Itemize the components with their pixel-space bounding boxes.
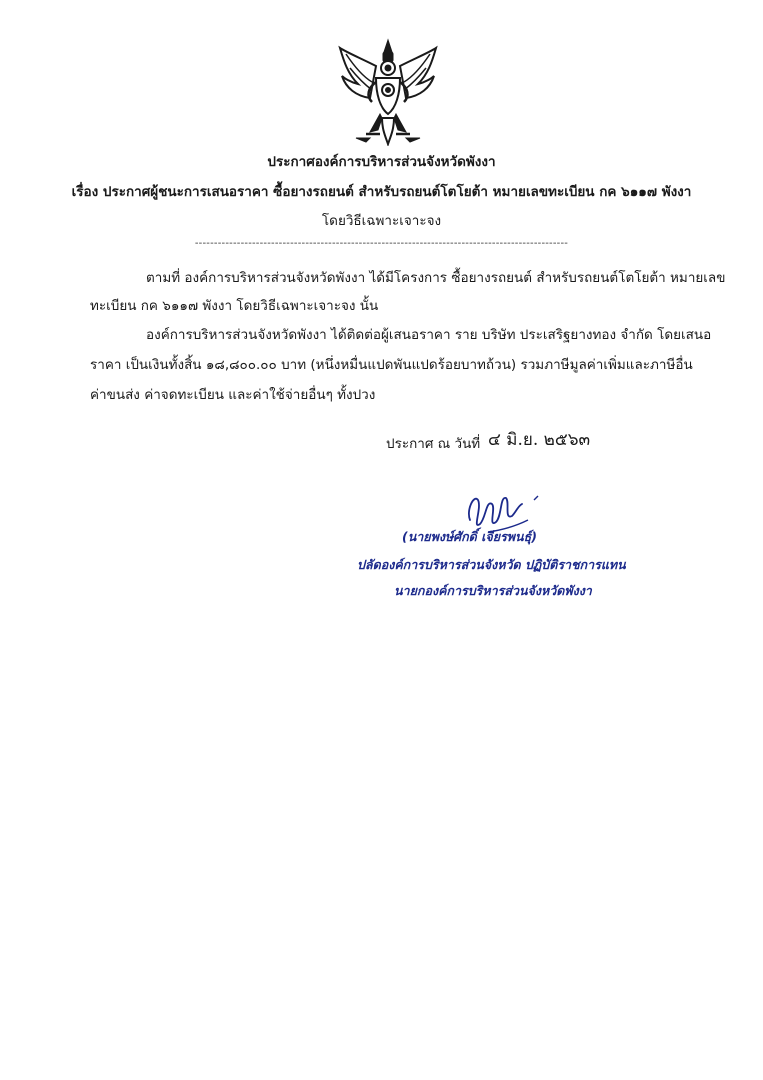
paragraph-2-line-1: องค์การบริหารส่วนจังหวัดพังงา ได้ติดต่อผู้เสนอราคา ราย บริษัท ประเสริฐยางทอง จำกัด โดยเสนอ xyxy=(146,327,712,343)
signatory-position-line-1: ปลัดองค์การบริหารส่วนจังหวัด ปฏิบัติราชการแทน xyxy=(357,557,626,572)
announcement-title: ประกาศองค์การบริหารส่วนจังหวัดพังงา xyxy=(267,154,496,170)
paragraph-2-line-3: ค่าขนส่ง ค่าจดทะเบียน และค่าใช้จ่ายอื่นๆ ทั้งปวง xyxy=(90,387,376,403)
separator-line: -------------------------------------------------------------------------------------------------- xyxy=(194,238,569,249)
signatory-name: (นายพงษ์ศักดิ์ เจียรพนธุ์) xyxy=(402,529,537,544)
announcement-subject: เรื่อง ประกาศผู้ชนะการเสนอราคา ซื้อยางรถยนต์ สำหรับรถยนต์โตโยต้า หมายเลขทะเบียน กค ๖๑๑๗ พังงา xyxy=(71,184,692,200)
paragraph-1-line-1: ตามที่ องค์การบริหารส่วนจังหวัดพังงา ได้มีโครงการ ซื้อยางรถยนต์ สำหรับรถยนต์โตโยต้า หมายเลข xyxy=(146,270,726,286)
announcement-date-value: ๔ มิ.ย. ๒๕๖๓ xyxy=(488,430,591,450)
paragraph-2-line-2: ราคา เป็นเงินทั้งสิ้น ๑๘,๘๐๐.๐๐ บาท (หนึ่งหมื่นแปดพันแปดร้อยบาทถ้วน) รวมภาษีมูลค่าเพิ่มและภาษีอื่น xyxy=(90,357,693,373)
procurement-method: โดยวิธีเฉพาะเจาะจง xyxy=(321,213,442,229)
garuda-emblem-icon xyxy=(336,38,440,146)
signatory-position-line-2: นายกองค์การบริหารส่วนจังหวัดพังงา xyxy=(394,583,592,598)
announcement-date-label: ประกาศ ณ วันที่ xyxy=(386,436,481,452)
paragraph-1-line-2: ทะเบียน กค ๖๑๑๗ พังงา โดยวิธีเฉพาะเจาะจง นั้น xyxy=(90,298,379,314)
